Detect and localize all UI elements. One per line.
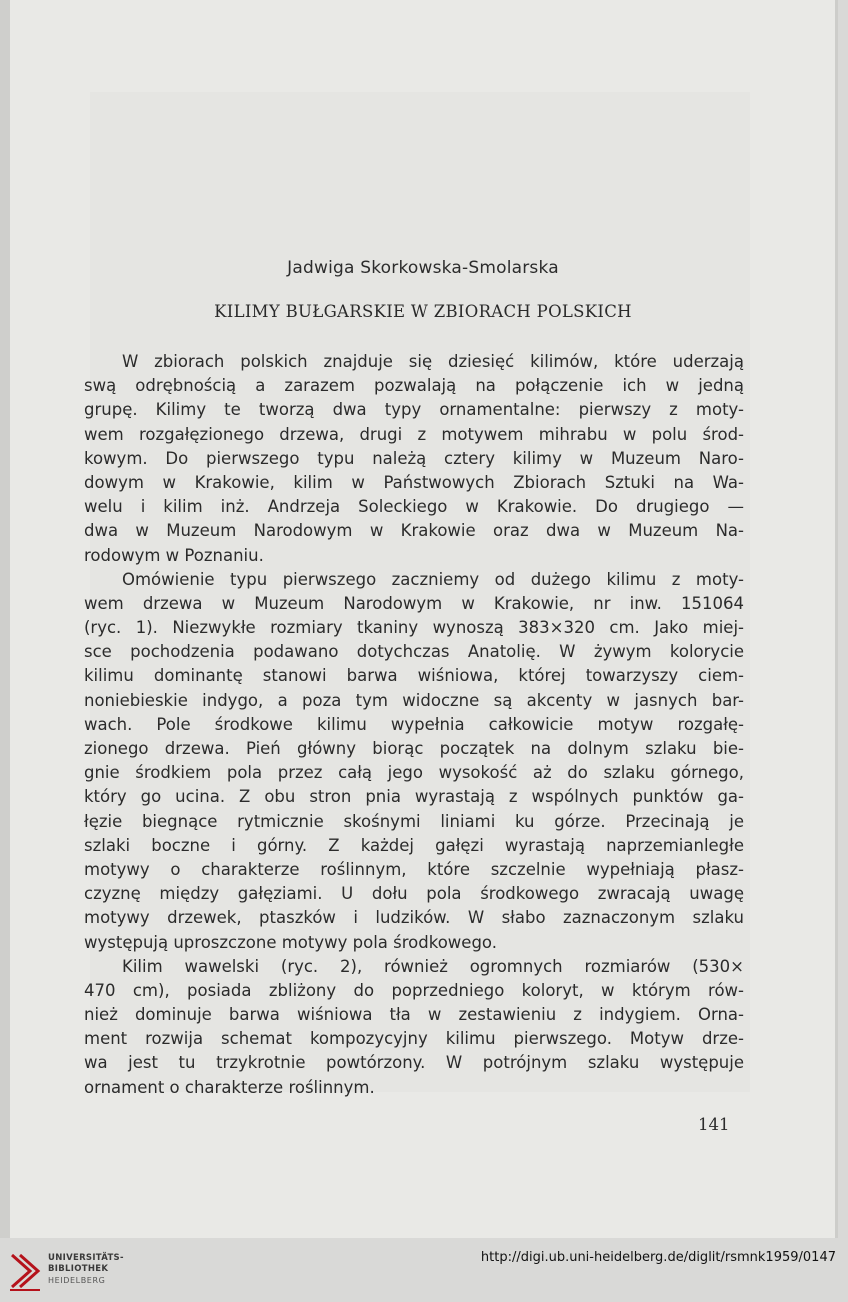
article-body [84,350,744,1100]
text-line: kowym. Do pierwszego typu należą cztery kilimy w Muzeum Naro- [84,448,744,468]
text-line: dowym w Krakowie, kilim w Państwowych Zbiorach Sztuki na Wa- [84,472,744,492]
text-line: rodowym w Poznaniu. [84,545,264,565]
text-line: czyznę między gałęziami. U dołu pola środkowego zwracają uwagę [84,884,744,904]
text-line: motywy drzewek, ptaszków i ludzików. W słabo zaznaczonym szlaku [84,908,744,928]
text-line: ornament o charakterze roślinnym. [84,1077,375,1097]
text-line: wem drzewa w Muzeum Narodowym w Krakowie, nr inw. 151064 [84,593,744,613]
library-name-line: UNIVERSITÄTS- [48,1253,124,1263]
text-line: wa jest tu trzykrotnie powtórzony. W potrójnym szlaku występuje [84,1053,744,1073]
text-line: Omówienie typu pierwszego zaczniemy od dużego kilimu z moty- [122,569,744,589]
text-line: wach. Pole środkowe kilimu wypełnia całkowicie motyw rozgałę- [84,714,744,734]
library-name [48,1253,124,1286]
text-line: sce pochodzenia podawano dotychczas Anatolię. W żywym kolorycie [84,642,744,662]
text-line: występują uproszczone motywy pola środkowego. [84,932,497,952]
page-number: 141 [698,1115,730,1134]
text-line: zionego drzewa. Pień główny biorąc początek na dolnym szlaku bie- [84,739,744,758]
text-line: ment rozwija schemat kompozycyjny kilimu pierwszego. Motyw drze- [84,1029,744,1049]
text-line: dwa w Muzeum Narodowym w Krakowie oraz dwa w Muzeum Na- [84,521,744,541]
footer-bar [0,1240,848,1302]
text-line: welu i kilim inż. Andrzeja Soleckiego w Krakowie. Do drugiego — [84,497,744,517]
text-line: swą odrębnością a zarazem pozwalają na połączenie ich w jedną [84,376,744,396]
text-line: nież dominuje barwa wiśniowa tła w zestawieniu z indygiem. Orna- [84,1005,744,1025]
text-line: 470 cm), posiada zbliżony do poprzedniego koloryt, w którym rów- [84,980,744,1000]
text-line: wem rozgałęzionego drzewa, drugi z motywem mihrabu w polu środ- [84,424,744,444]
text-line: Kilim wawelski (ryc. 2), również ogromnych rozmiarów (530× [122,956,744,976]
library-name-line: HEIDELBERG [48,1276,106,1285]
text-line: szlaki boczne i górny. Z każdej gałęzi wyrastają naprzemianległe [84,835,744,855]
text-line: który go ucina. Z obu stron pnia wyrastają z wspólnych punktów ga- [84,787,744,807]
university-library-logo-icon [8,1249,44,1293]
text-line: gnie środkiem pola przez całą jego wysokość aż do szlaku górnego, [84,763,744,783]
text-line: noniebieskie indygo, a poza tym widoczne są akcenty w jasnych bar- [84,690,744,710]
text-line: (ryc. 1). Niezwykłe rozmiary tkaniny wynoszą 383×320 cm. Jako miej- [84,618,744,638]
text-line: grupę. Kilimy te tworzą dwa typy ornamentalne: pierwszy z moty- [84,400,744,420]
library-name-line: BIBLIOTHEK [48,1264,109,1274]
article-title: KILIMY BUŁGARSKIE W ZBIORACH POLSKICH [214,302,632,321]
text-line: łęzie biegnące rytmicznie skośnymi liniami ku górze. Przecinają je [84,811,744,831]
text-line: motywy o charakterze roślinnym, które szczelnie wypełniają płasz- [84,859,744,879]
text-line: kilimu dominantę stanowi barwa wiśniowa, której towarzyszy ciem- [84,666,744,686]
article-author: Jadwiga Skorkowska-Smolarska [287,258,559,278]
text-line: W zbiorach polskich znajduje się dziesięć kilimów, które uderzają [122,352,744,371]
permalink-url[interactable]: http://digi.ub.uni-heidelberg.de/diglit/rsmnk1959/0147 [480,1250,836,1265]
